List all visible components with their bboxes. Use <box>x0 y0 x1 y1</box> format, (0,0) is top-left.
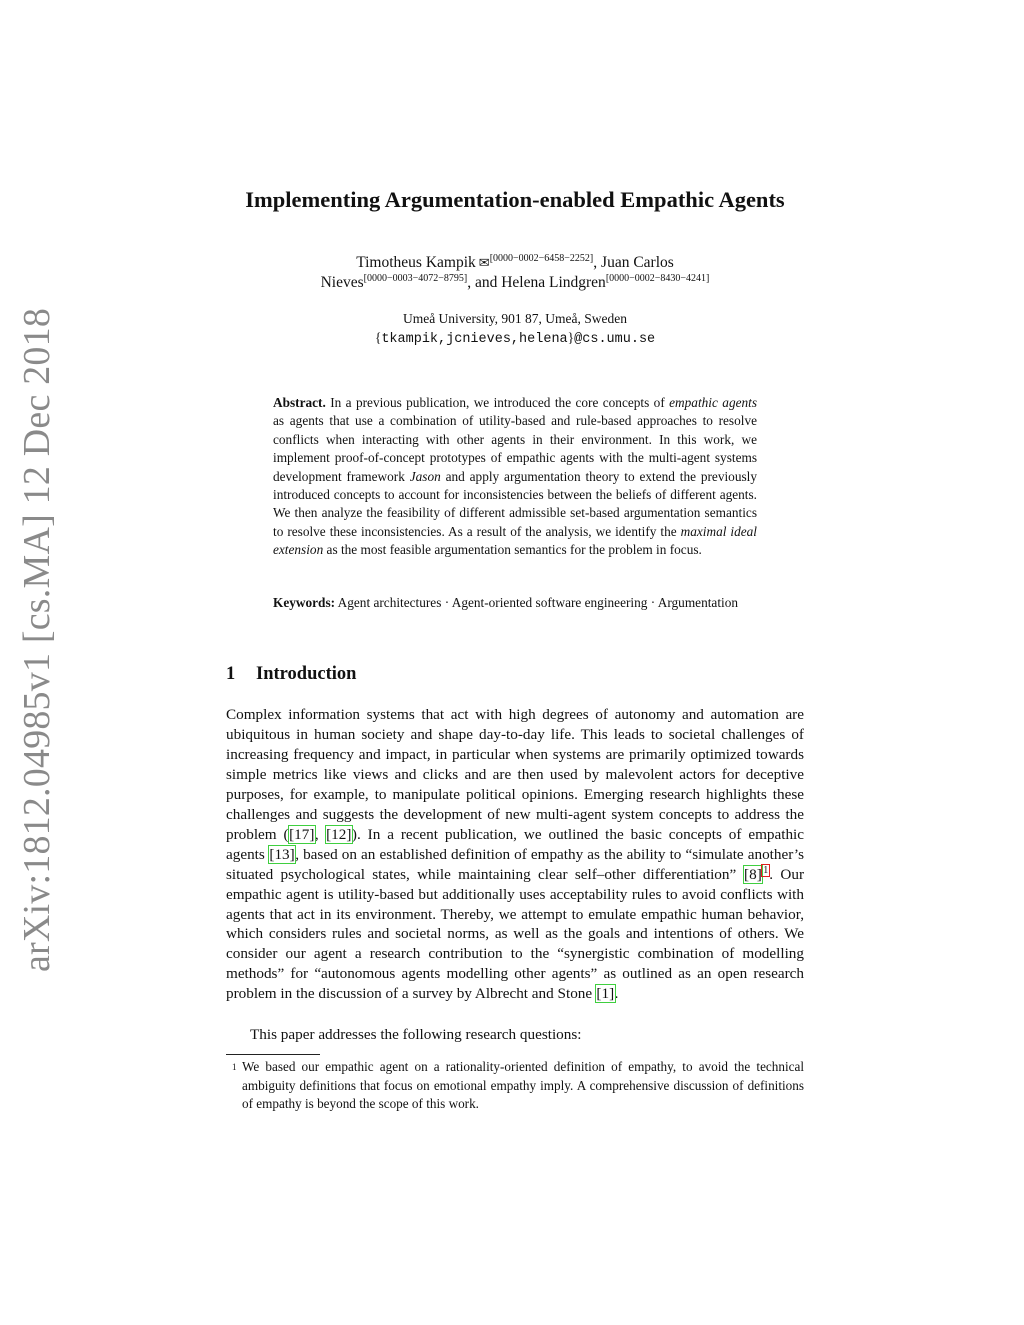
abstract <box>273 394 757 560</box>
abstract-label: Abstract. <box>273 395 326 410</box>
intro-text-c: , based on an established definition of empathy as the ability to “simulate another’s situated psychological states, while maintaining clear self–other differentiation” <box>226 845 804 883</box>
keywords-label: Keywords: <box>273 595 336 610</box>
author-list <box>226 253 804 293</box>
paper-title: Implementing Argumentation-enabled Empathic Agents <box>245 187 785 212</box>
email-brace-open: { <box>374 330 382 345</box>
abstract-emphasis-2: Jason <box>409 468 441 484</box>
envelope-icon[interactable]: ✉ <box>478 255 490 270</box>
section-number: 1 <box>226 664 236 684</box>
citation-separator: , <box>314 825 326 843</box>
abstract-emphasis-3: maximal ideal extension <box>273 523 757 558</box>
citation-17[interactable]: [17] <box>289 825 315 843</box>
footnote <box>226 1058 804 1114</box>
intro-text-a: Complex information systems that act with high degrees of autonomy and automation are ubiquitous in human society and shape day-to-day life. This leads to societal challenges of increasing frequency and impact, in particular when systems are primarily optimized towards simple metrics like views and clicks and are then used by malevolent actors for deceptive purposes, for example, to manipulate political opinions. Emerging research highlights these challenges and suggests the development of new multi-agent system concepts to address the problem ( <box>226 706 804 843</box>
intro-paragraph-1 <box>226 705 804 1004</box>
footnote-mark: 1 <box>232 1062 237 1072</box>
author-3-name: , and Helena Lindgren <box>467 274 606 291</box>
email-users: tkampik,jcnieves,helena <box>381 332 568 347</box>
keywords-text: Agent architectures · Agent-oriented software engineering · Argumentation <box>335 595 739 610</box>
citation-8[interactable]: [8] <box>744 865 762 883</box>
footnote-text: We based our empathic agent on a rationality-oriented definition of empathy, to avoid the technical ambiguity definitions that focus on emotional empathy imply. A comprehensive discussion of definitions of empathy is beyond the scope of this work. <box>242 1059 804 1112</box>
email-domain: @cs.umu.se <box>574 332 656 347</box>
intro-text-b: ). In a recent publication, we outlined the basic concepts of empathic agents <box>226 825 804 863</box>
section-title: Introduction <box>256 664 357 684</box>
author-2-name-part2: Nieves <box>320 274 364 291</box>
intro-paragraph-2: This paper addresses the following research questions: <box>250 1026 582 1043</box>
abstract-text-1: In a previous publication, we introduced the core concepts of <box>325 395 670 410</box>
abstract-text-2: as agents that use a combination of utility-based and rule-based approaches to resolve conflicts when interacting with other agents in their environment. In this work, we implement proof-of-concept prototypes of empathic agents with the multi-agent systems development framework <box>273 413 757 484</box>
section-heading <box>226 664 356 685</box>
footnote-divider <box>226 1054 320 1055</box>
footnote-reference[interactable]: 1 <box>763 864 769 876</box>
author-1-name: Timotheus Kampik <box>356 254 476 271</box>
email-brace-close: } <box>567 330 575 345</box>
abstract-text-4: as the most feasible argumentation semantics for the problem in focus. <box>323 542 702 558</box>
citation-1[interactable]: [1] <box>596 985 615 1003</box>
citation-12[interactable]: [12] <box>326 825 352 843</box>
affiliation-block <box>226 309 804 349</box>
keywords <box>273 594 757 612</box>
abstract-text-3: and apply argumentation theory to extend the previously introduced concepts to account for inconsistencies between the beliefs of different agents. We then analyze the feasibility of different admissible set-based argumentation semantics to resolve these inconsistencies. As a result of the analysis, we identify the <box>273 468 757 539</box>
institution: Umeå University, 901 87, Umeå, Sweden <box>402 311 628 326</box>
author-1-orcid[interactable]: [0000−0002−6458−2252] <box>489 252 594 264</box>
arxiv-stamp-text: arXiv:1812.04985v1 [cs.MA] 12 Dec 2018 <box>16 307 58 973</box>
author-2-orcid[interactable]: [0000−0003−4072−8795] <box>363 272 468 284</box>
arxiv-identifier-stamp <box>8 307 66 973</box>
citation-13[interactable]: [13] <box>269 845 295 863</box>
author-2-name-part1: , Juan Carlos <box>593 254 674 271</box>
author-3-orcid[interactable]: [0000−0002−8430−4241] <box>605 272 710 284</box>
intro-text-d: . Our empathic agent is utility-based but additionally uses acceptability rules to avoid conflicts with agents that act in its environment. Thereby, we attempt to emulate empathic human behavior, which considers rules and societal norms, as well as the goals and intentions of others. We consider our agent a research contribution to the “synergistic combination of modelling methods” for “autonomous agents modelling other agents” as outlined as an open research problem in the discussion of a survey by Albrecht and Stone <box>226 865 805 1003</box>
abstract-emphasis-1: empathic agents <box>669 395 758 410</box>
email-line[interactable] <box>226 328 804 349</box>
intro-text-e: . <box>614 985 619 1003</box>
